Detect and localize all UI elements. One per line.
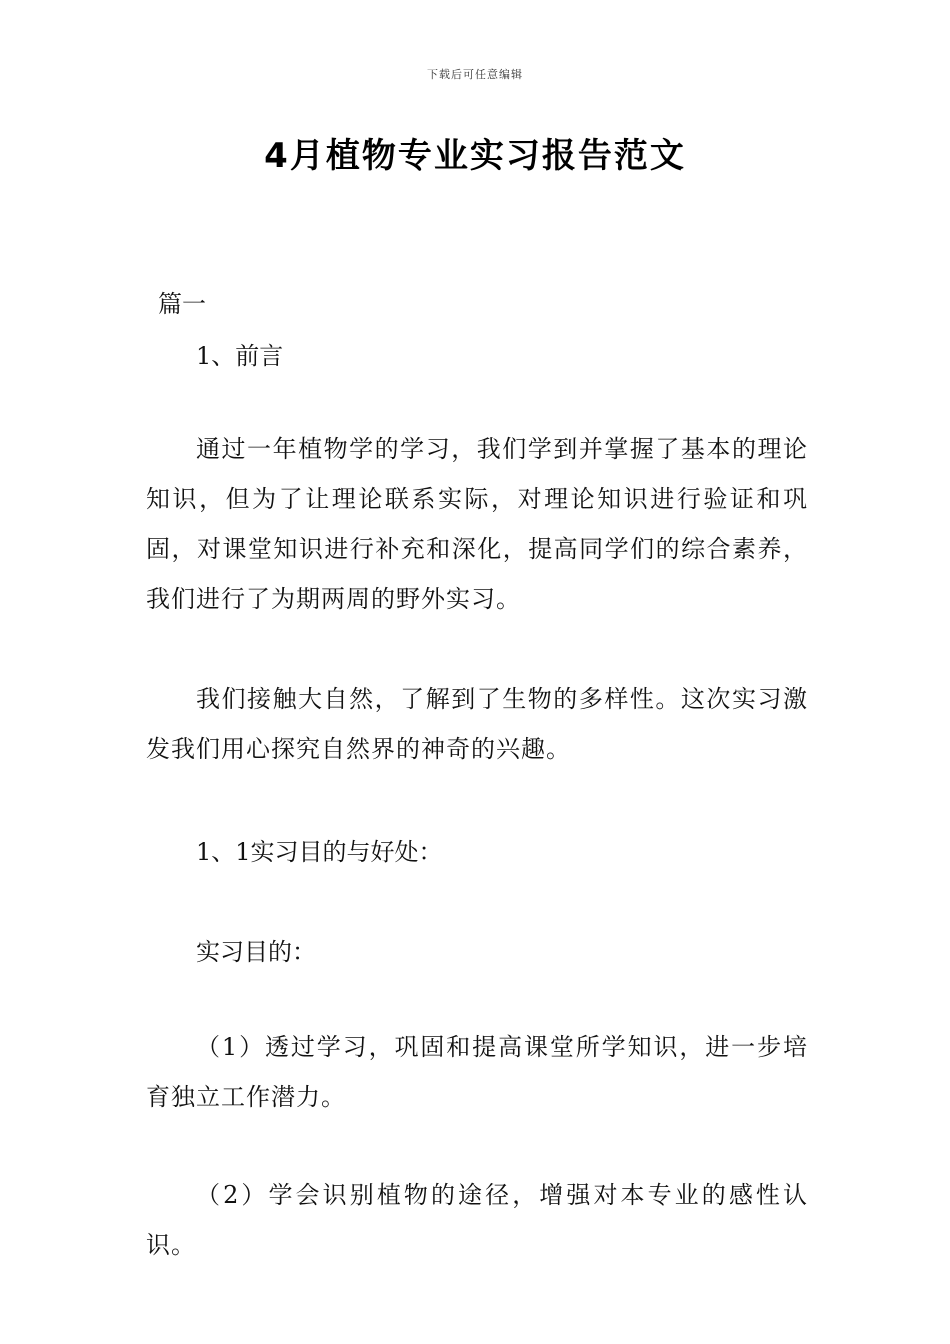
paragraph-nature: 我们接触大自然，了解到了生物的多样性。这次实习激发我们用心探究自然界的神奇的兴趣。 xyxy=(146,685,808,763)
heading-purpose-benefit: 1、1实习目的与好处： xyxy=(196,838,443,866)
list-item-purpose-2: （2）学会识别植物的途径，增强对本专业的感性认识。 xyxy=(146,1181,808,1259)
paragraph-intro: 通过一年植物学的学习，我们学到并掌握了基本的理论知识，但为了让理论联系实际，对理论知识进行验证和巩固，对课堂知识进行补充和深化，提高同学们的综合素养，我们进行了为期两周的野外实习。 xyxy=(146,435,808,613)
section-label: 篇一 xyxy=(158,290,206,318)
heading-purpose: 实习目的： xyxy=(196,938,316,966)
list-item-purpose-1: （1）透过学习，巩固和提高课堂所学知识，进一步培育独立工作潜力。 xyxy=(146,1033,808,1111)
header-note: 下载后可任意编辑 xyxy=(427,68,523,81)
heading-intro: 1、前言 xyxy=(196,342,284,370)
document-title: 4月植物专业实习报告范文 xyxy=(264,136,686,176)
